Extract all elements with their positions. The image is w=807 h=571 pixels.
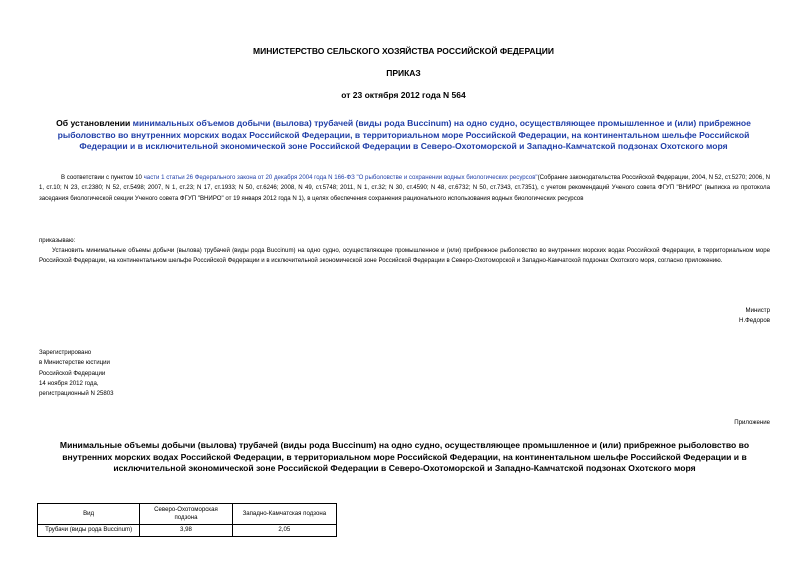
table-header-cell: Северо-Охотоморская подзона (140, 504, 232, 525)
registration-line: Зарегистрировано (39, 349, 92, 356)
title-link-line-2[interactable]: рыболовство во внутренних морских водах Российской Федерации, в территориальном море Российской Федерации, на континентальном шельфе Российской (57, 129, 750, 140)
registration-line: 14 ноября 2012 года, (39, 379, 99, 387)
preamble-text-1: В соответствии с пунктом 10 (61, 174, 144, 181)
title-link-line-1[interactable]: минимальных объемов добычи (вылова) трубачей (виды рода Buccinum) на одно судно, осуществляющее промышленное и (или) прибрежное (132, 118, 751, 128)
table-header-row (38, 504, 337, 525)
table-cell: 2,05 (232, 525, 336, 537)
order-label: приказываю: (39, 237, 76, 244)
preamble-text-2: (Собрание законодательства Российской Федерации, 2004, N 52, ст.5270; 2006, N 1, ст.10; N 23, ст.2380; N 52, ст.5498; 2007, N 1, ст.23; N 17, ст.1933; N 50, ст.6246; 2008, N 49, ст.5748; 2011, N 1, ст.32; N 30, ст.4590; N 48, ст.6732; N 50, ст.7343, ст.7351), с учетом рекомендаций Ученого совета ФГУП "ВНИРО" (выписка из протокола заседания биологической секции Ученого совета ФГУП "ВНИРО" от 19 января 2012 года N 1), в целях обеспечения сохранения рационального использования водных биологических ресурсов (39, 174, 770, 202)
signature-name: Н.Федоров (739, 317, 770, 324)
table-row (38, 525, 337, 537)
title-link-line-3[interactable]: Федерации и в исключительной экономической зоне Российской Федерации в Северо-Охотоморской и Западно-Камчатской подзонах Охотского моря (79, 141, 728, 151)
annex-title: Минимальные объемы добычи (вылова) трубачей (виды рода Buccinum) на одно судно, осуществляющее промышленное и (или) прибрежное рыболовство во внутренних морских водах Российской Федерации, в территориальном море Российской Федерации, на континентальном шельфе Российской Федерации и в исключительной экономической зоне Российской Федерации в Северо-Охотоморской и Западно-Камчатской подзонах Охотского моря (59, 440, 750, 473)
registration-line: Российской Федерации (39, 369, 106, 377)
registration-block (39, 348, 114, 399)
doc-type-heading: ПРИКАЗ (386, 68, 421, 78)
table-cell: 3,98 (140, 525, 232, 537)
table-header-cell: Западно-Камчатская подзона (232, 504, 336, 525)
table-header-cell: Вид (38, 504, 140, 525)
order-title (0, 118, 807, 153)
title-prefix: Об установлении (56, 118, 133, 128)
table-cell: Трубачи (виды рода Buccinum) (38, 525, 140, 537)
quota-table (37, 503, 337, 537)
order-text: Установить минимальные объемы добычи (вылова) трубачей (виды рода Buccinum) на одно судно, осуществляющее промышленное и (или) прибрежное рыболовство во внутренних морских водах Российской Федерации, в территориальном море Российской Федерации, на континентальном шельфе Российской Федерации и в исключительной экономической зоне Российской Федерации в Северо-Охотоморской и Западно-Камчатской подзонах Охотского моря, согласно приложению. (39, 247, 770, 265)
signature-role: Министр (745, 307, 770, 314)
date-number-heading: от 23 октября 2012 года N 564 (341, 90, 466, 100)
ministry-heading: МИНИСТЕРСТВО СЕЛЬСКОГО ХОЗЯЙСТВА РОССИЙСКОЙ ФЕДЕРАЦИИ (253, 46, 554, 56)
annex-label: Приложение (734, 419, 770, 426)
preamble-paragraph (39, 173, 770, 204)
registration-line: в Министерстве юстиции (39, 359, 110, 367)
registration-line: регистрационный N 25803 (39, 390, 114, 398)
law-link[interactable]: части 1 статьи 26 Федерального закона от 20 декабря 2004 года N 166-ФЗ "О рыболовстве и сохранении водных биологических ресурсов" (143, 174, 538, 181)
